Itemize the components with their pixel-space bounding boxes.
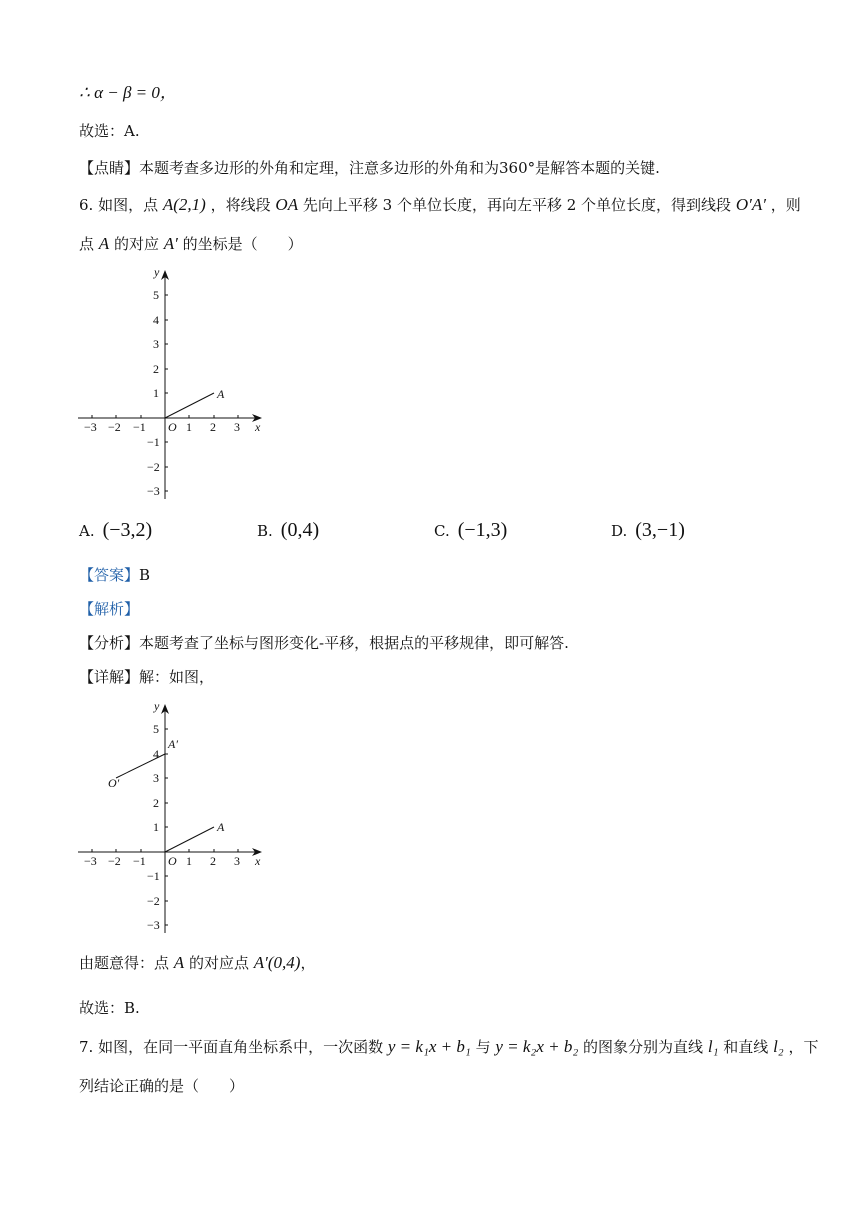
therefore-line: ∴ α − β = 0， <box>79 83 177 102</box>
y-tick: −1 <box>147 869 160 883</box>
q6-text: 先向上平移 3 个单位长度，再向左平移 2 个单位长度，得到线段 <box>302 196 732 214</box>
x-tick: −2 <box>108 420 121 434</box>
q7-line-l1: l₁ <box>707 1037 719 1056</box>
x-tick: −1 <box>133 854 146 868</box>
option-c-value: (−1,3) <box>457 519 508 541</box>
y-axis-label: y <box>154 699 160 713</box>
option-c <box>434 519 507 542</box>
q6-var-a-prime: A′ <box>163 234 178 253</box>
option-d-label: D. <box>611 522 628 540</box>
choice-b-line: 故选：B. <box>79 999 140 1017</box>
choice-a-line: 故选：A. <box>79 122 140 140</box>
x-tick: −1 <box>133 420 146 434</box>
result-text: ， <box>300 954 316 972</box>
result-point: A′(0,4) <box>253 953 301 972</box>
x-tick: 2 <box>210 420 216 434</box>
answer-tag: 【答案】 <box>79 566 140 584</box>
x-axis-label: x <box>255 420 261 434</box>
q6-text: 的对应 <box>113 235 159 253</box>
option-a-value: (−3,2) <box>102 519 153 541</box>
y-tick: 3 <box>153 771 159 785</box>
q7-equation-2: y = k₂x + b₂ <box>495 1037 579 1056</box>
q6-segment-oa: OA <box>275 195 299 214</box>
q7-stem-line2: 列结论正确的是（ ） <box>79 1077 245 1095</box>
x-tick: 2 <box>210 854 216 868</box>
comment-line: 【点睛】本题考查多边形的外角和定理，注意多边形的外角和为360°是解答本题的关键. <box>79 159 660 177</box>
x-tick: −3 <box>84 854 97 868</box>
y-axis-label: y <box>154 265 160 279</box>
y-tick: 1 <box>153 820 159 834</box>
result-var-a: A <box>173 953 185 972</box>
option-d-value: (3,−1) <box>635 519 685 541</box>
point-a-label: A <box>217 820 225 834</box>
answer-value: B <box>139 566 151 584</box>
q7-text: ，下 <box>788 1038 819 1056</box>
q6-text: 点 <box>79 235 95 253</box>
analysis-tag: 【解析】 <box>79 600 140 618</box>
q7-equation-1: y = k₁x + b₁ <box>387 1037 471 1056</box>
x-tick: −3 <box>84 420 97 434</box>
y-tick: 4 <box>153 313 159 327</box>
q6-var-a: A <box>98 234 110 253</box>
x-axis-label: x <box>255 854 261 868</box>
y-tick: −2 <box>147 894 160 908</box>
origin-label: O <box>168 854 177 868</box>
option-b-value: (0,4) <box>280 519 320 541</box>
q6-stem-line1 <box>79 194 801 215</box>
y-tick: 1 <box>153 386 159 400</box>
result-text: 由题意得：点 <box>79 954 170 972</box>
q6-text: ，将线段 <box>210 196 271 214</box>
answer-line <box>79 564 150 585</box>
q7-text: 的图象分别为直线 <box>583 1038 704 1056</box>
option-b-label: B. <box>257 522 273 540</box>
origin-label: O <box>168 420 177 434</box>
option-d <box>611 519 685 542</box>
point-a-label: A <box>217 387 225 401</box>
q6-text: 6. 如图，点 <box>79 196 159 214</box>
y-tick: −3 <box>147 918 160 932</box>
y-tick: −3 <box>147 484 160 498</box>
q6-text: 的坐标是（ ） <box>182 235 303 253</box>
option-a <box>79 519 152 542</box>
result-line <box>79 952 315 973</box>
y-tick: 2 <box>153 796 159 810</box>
option-b <box>257 519 319 542</box>
y-tick: 5 <box>153 722 159 736</box>
analysis-line: 【分析】本题考查了坐标与图形变化-平移，根据点的平移规律，即可解答. <box>79 634 569 652</box>
option-c-label: C. <box>434 522 450 540</box>
y-tick: 5 <box>153 288 159 302</box>
y-tick: −2 <box>147 460 160 474</box>
q6-segment-oa-prime: O′A′ <box>735 195 766 214</box>
q7-text: 7. 如图，在同一平面直角坐标系中，一次函数 <box>79 1038 384 1056</box>
q6-coordinate-graph <box>70 262 270 502</box>
q7-text: 和直线 <box>723 1038 769 1056</box>
q7-line-l2: l₂ <box>773 1037 784 1056</box>
solution-coordinate-graph <box>70 697 270 937</box>
option-a-label: A. <box>79 522 95 540</box>
q6-point-a: A(2,1) <box>162 195 206 214</box>
x-tick: 1 <box>186 854 192 868</box>
q7-text: 与 <box>475 1038 491 1056</box>
x-tick: 3 <box>234 420 240 434</box>
result-text: 的对应点 <box>188 954 249 972</box>
q6-text: ，则 <box>770 196 801 214</box>
y-tick: 4 <box>153 747 159 761</box>
x-tick: 3 <box>234 854 240 868</box>
point-a-prime-label: A′ <box>168 737 178 751</box>
q7-stem-line1 <box>79 1036 819 1057</box>
y-tick: −1 <box>147 435 160 449</box>
q6-stem-line2 <box>79 233 303 254</box>
y-tick: 3 <box>153 337 159 351</box>
x-tick: −2 <box>108 854 121 868</box>
point-o-prime-label: O′ <box>108 776 120 790</box>
x-tick: 1 <box>186 420 192 434</box>
segment-oa <box>165 827 214 852</box>
detail-line: 【详解】解：如图， <box>79 668 215 686</box>
segment-oa <box>165 393 214 418</box>
y-tick: 2 <box>153 362 159 376</box>
